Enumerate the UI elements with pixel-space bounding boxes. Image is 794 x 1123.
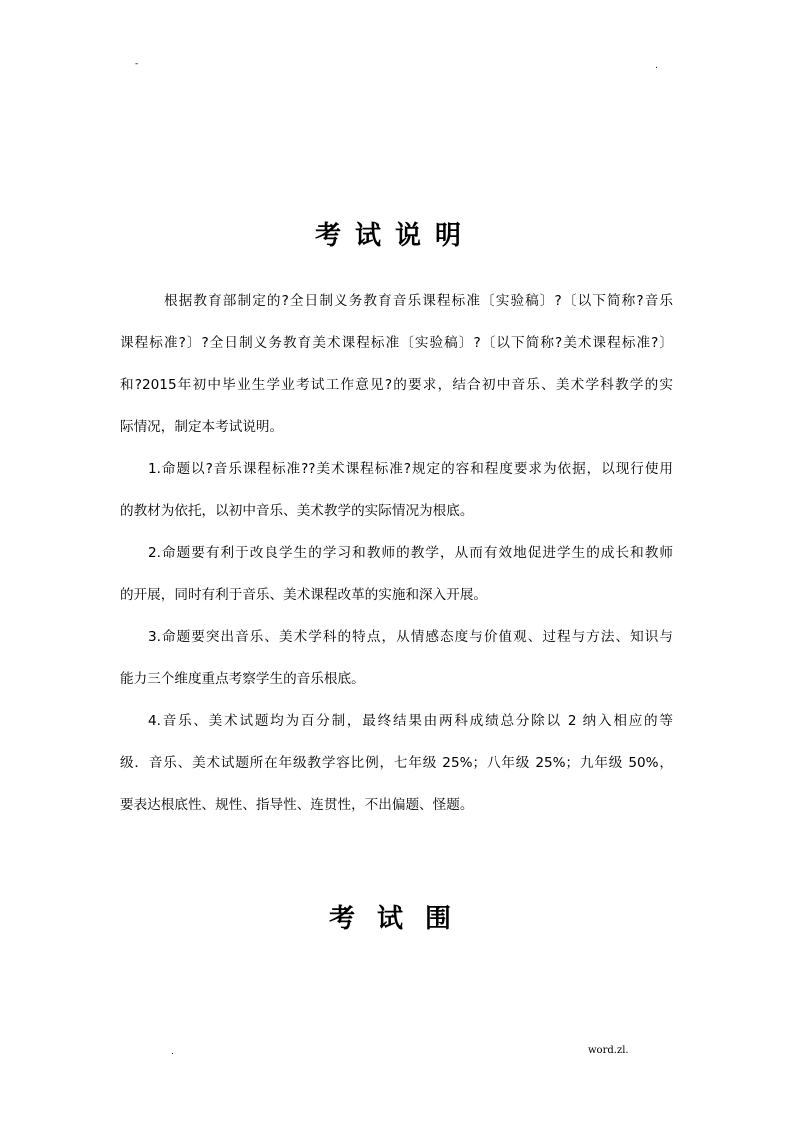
paragraph-3-line-1: 2.命题要有利于改良学生的学习和教师的教学，从而有效地促进学生的成长和教师 [148, 545, 673, 561]
section-title: 考试围 [328, 904, 473, 934]
paragraph-5-line-1: 4.音乐、美术试题均为百分制，最终结果由两科成绩总分除以 2 纳入相应的等 [148, 713, 673, 729]
footer-left-mark: . [171, 1047, 174, 1057]
paragraph-2-line-1: 1.命题以?音乐课程标准??美术课程标准?规定的容和程度要求为依据，以现行使用 [148, 461, 673, 477]
page-title: 考试说明 [314, 221, 475, 251]
paragraph-3-line-2: 的开展，同时有利于音乐、美术课程改革的实施和深入开展。 [120, 587, 488, 603]
paragraph-1-line-2: 课程标准?〕?全日制义务教育美术课程标准〔实验稿〕?〔以下简称?美术课程标准?〕 [120, 335, 673, 351]
paragraph-4-line-1: 3.命题要突出音乐、美术学科的特点，从情感态度与价值观、过程与方法、知识与 [148, 629, 673, 645]
paragraph-2-line-2: 的教材为依托，以初中音乐、美术教学的实际情况为根底。 [120, 503, 474, 519]
paragraph-5-line-2: 级．音乐、美术试题所在年级教学容比例，七年级 25%；八年级 25%；九年级 50%， [120, 755, 673, 771]
header-left-mark: - [135, 59, 139, 69]
paragraph-1-line-1: 根据教育部制定的?全日制义务教育音乐课程标准〔实验稿〕?〔以下简称?音乐 [164, 293, 673, 309]
paragraph-1-line-3: 和?2015年初中毕业生学业考试工作意见?的要求，结合初中音乐、美术学科教学的实 [120, 377, 673, 393]
paragraph-4-line-2: 能力三个维度重点考察学生的音乐根底。 [120, 671, 365, 687]
header-right-mark: . [655, 61, 658, 71]
footer-text: word.zl. [588, 1045, 629, 1056]
paragraph-1-line-4: 际情况，制定本考试说明。 [120, 419, 284, 435]
paragraph-5-line-3: 要表达根底性、规性、指导性、连贯性，不出偏题、怪题。 [120, 797, 474, 813]
